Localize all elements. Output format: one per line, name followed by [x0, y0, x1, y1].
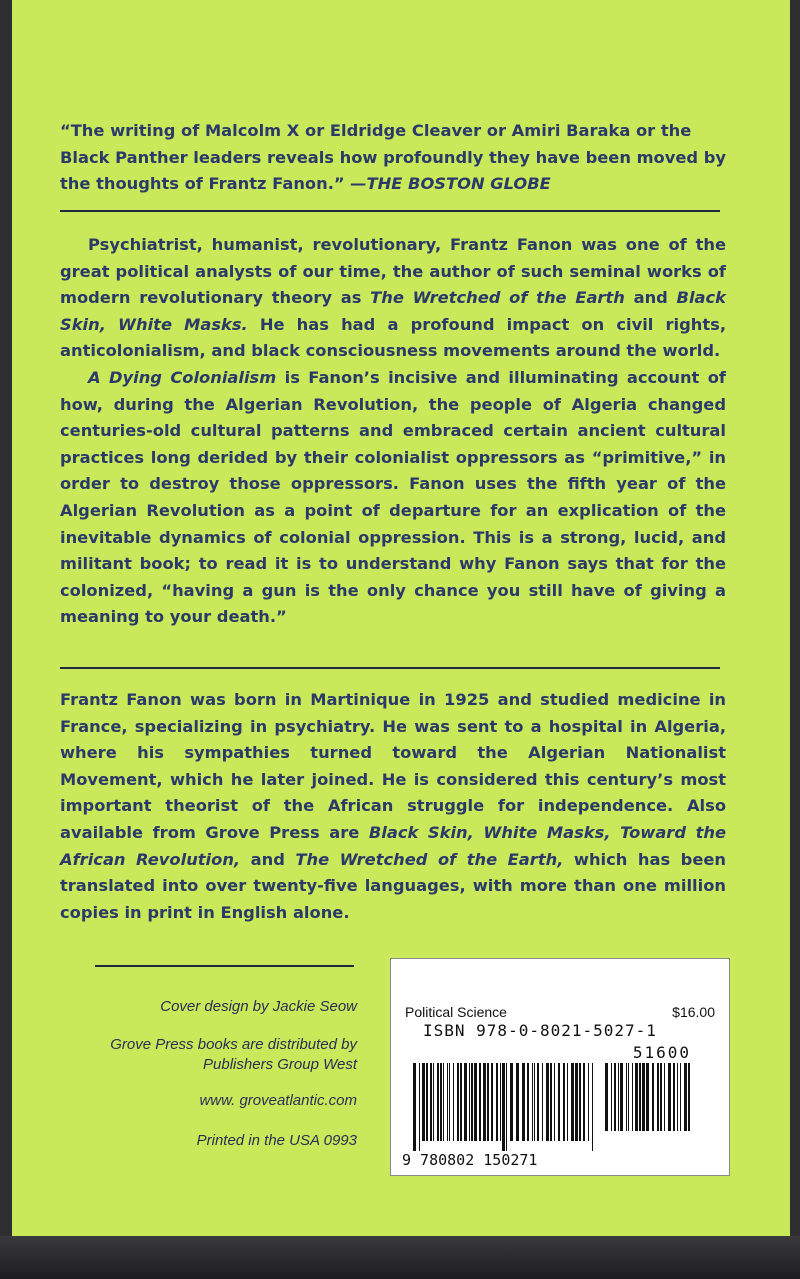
barcode-bar: [460, 1063, 462, 1141]
divider-rule-short: [95, 965, 354, 967]
barcode-bar: [527, 1063, 529, 1141]
addon-barcode-icon: [603, 1063, 693, 1141]
barcode-bar: [563, 1063, 565, 1141]
barcode-bar: [447, 1063, 448, 1141]
barcode-bar: [579, 1063, 581, 1141]
ean-digits: 9 780802 150271: [402, 1151, 538, 1169]
barcode-bar: [437, 1063, 439, 1141]
barcode-bar: [550, 1063, 552, 1141]
divider-rule-middle: [60, 667, 720, 669]
barcode-bar: [532, 1063, 533, 1141]
barcode-bar: [510, 1063, 513, 1141]
barcode-bar: [642, 1063, 645, 1131]
barcode-bar: [554, 1063, 555, 1141]
book-description: [60, 232, 726, 631]
barcode-bar: [588, 1063, 589, 1141]
barcode-bar: [419, 1063, 420, 1151]
barcode-bar: [433, 1063, 434, 1141]
title-wretched-of-the-earth: The Wretched of the Earth: [370, 288, 625, 308]
barcode-bar: [500, 1063, 501, 1141]
barcode-bar: [620, 1063, 623, 1131]
book-bottom-edge: [0, 1236, 800, 1279]
barcode-bar: [479, 1063, 481, 1141]
barcode-bar: [639, 1063, 641, 1131]
barcode-bar: [660, 1063, 662, 1131]
barcode-bar: [635, 1063, 638, 1131]
divider-rule-top: [60, 210, 720, 212]
barcode-bar: [426, 1063, 428, 1141]
barcode-bar: [449, 1063, 450, 1141]
barcode-bar: [474, 1063, 477, 1141]
barcode-label: [390, 958, 730, 1176]
barcode-bar: [534, 1063, 535, 1141]
ean-barcode-icon: [411, 1063, 597, 1151]
barcode-bar: [583, 1063, 585, 1141]
barcode-bar: [506, 1063, 507, 1151]
barcode-bar: [542, 1063, 543, 1141]
barcode-bar: [422, 1063, 425, 1141]
quote-source: —THE BOSTON GLOBE: [350, 174, 551, 194]
barcode-bar: [664, 1063, 665, 1131]
barcode-bar: [558, 1063, 560, 1141]
barcode-bar: [626, 1063, 627, 1131]
barcode-bar: [628, 1063, 629, 1131]
barcode-price: $16.00: [672, 1004, 715, 1020]
printed-in-line: Printed in the USA 0993: [196, 1132, 357, 1149]
barcode-bar: [546, 1063, 549, 1141]
review-quote: [60, 118, 726, 198]
description-paragraph-2: A Dying Colonialism is Fanon’s incisive and illuminating account of how, during the Algerian Revolution, the people of Algeria changed centuries-old cultural patterns and embraced certain ancient cultural practices long derided by their colonialist oppressors as “primitive,” in order to destroy those oppressors. Fanon uses the fifth year of the Algerian Revolution as a point of departure for an explication of the inevitable dynamics of colonial oppression. This is a strong, lucid, and militant book; to read it is to understand why Fanon says that for the colonized, “having a gun is the only chance you still have of giving a meaning to your death.”: [60, 367, 726, 627]
cover-design-credit: Cover design by Jackie Seow: [160, 998, 357, 1015]
barcode-bar: [605, 1063, 608, 1131]
barcode-bar: [443, 1063, 444, 1141]
bio-titles: Black Skin, White Masks, Toward the African Revolution,: [60, 822, 726, 869]
barcode-bar: [684, 1063, 687, 1131]
isbn-text: ISBN 978-0-8021-5027-1: [423, 1021, 657, 1040]
distributor-line-2: Publishers Group West: [203, 1056, 357, 1073]
author-bio: [60, 687, 726, 926]
barcode-bar: [618, 1063, 619, 1131]
barcode-bar: [614, 1063, 616, 1131]
bio-paragraph: Frantz Fanon was born in Martinique in 1925 and studied medicine in France, specializing in psychiatry. He was sent to a hospital in Algeria, where his sympathies turned toward the Algerian Nationalist Movement, which he later joined. He is considered this century’s most important theorist of the African struggle for independence. Also available from Grove Press are Black Skin, White Masks, Toward the African Revolution, and The Wretched of the Earth, which has been translated into over twenty-five languages, with more than one million copies in print in English alone.: [60, 690, 726, 922]
barcode-bar: [677, 1063, 678, 1131]
barcode-bar: [571, 1063, 574, 1141]
barcode-bar: [440, 1063, 442, 1141]
barcode-bar: [453, 1063, 454, 1141]
barcode-bar: [516, 1063, 519, 1141]
barcode-bar: [657, 1063, 659, 1131]
description-paragraph-1: Psychiatrist, humanist, revolutionary, Frantz Fanon was one of the great political analysts of our time, the author of such seminal works of modern revolutionary theory as The Wretched of the Earth and Black Skin, White Masks. He has had a profound impact on civil rights, anticolonialism, and black consciousness movements around the world.: [60, 235, 727, 361]
distributor-line-1: Grove Press books are distributed by: [110, 1036, 357, 1053]
barcode-bar: [646, 1063, 649, 1131]
bio-title-wretched: The Wretched of the Earth,: [295, 849, 564, 869]
title-black-skin-white-masks: Black Skin, White Masks.: [60, 288, 727, 334]
barcode-bar: [491, 1063, 493, 1141]
barcode-bar: [668, 1063, 671, 1131]
barcode-bar: [469, 1063, 470, 1141]
barcode-bar: [496, 1063, 498, 1141]
barcode-bar: [487, 1063, 489, 1141]
barcode-bar: [413, 1063, 416, 1151]
barcode-bar: [611, 1063, 612, 1131]
publisher-website: www. groveatlantic.com: [199, 1092, 357, 1109]
barcode-bar: [680, 1063, 681, 1131]
barcode-bar: [483, 1063, 486, 1141]
barcode-bar: [592, 1063, 593, 1151]
addon-number: 51600: [632, 1043, 691, 1062]
barcode-bar: [632, 1063, 633, 1131]
barcode-bar: [567, 1063, 568, 1141]
barcode-category: Political Science: [405, 1004, 507, 1020]
barcode-bar: [575, 1063, 578, 1141]
title-a-dying-colonialism: A Dying Colonialism: [88, 367, 277, 387]
barcode-bar: [457, 1063, 459, 1141]
barcode-bar: [464, 1063, 467, 1141]
barcode-bar: [522, 1063, 525, 1141]
barcode-bar: [502, 1063, 505, 1151]
barcode-bar: [652, 1063, 654, 1131]
barcode-bar: [471, 1063, 473, 1141]
barcode-bar: [537, 1063, 539, 1141]
quote-text: “The writing of Malcolm X or Eldridge Cleaver or Amiri Baraka or the Black Panther leaders reveals how profoundly they have been moved by the thoughts of Frantz Fanon.”: [60, 121, 726, 194]
barcode-bar: [430, 1063, 432, 1141]
barcode-bar: [673, 1063, 675, 1131]
barcode-bar: [688, 1063, 690, 1131]
